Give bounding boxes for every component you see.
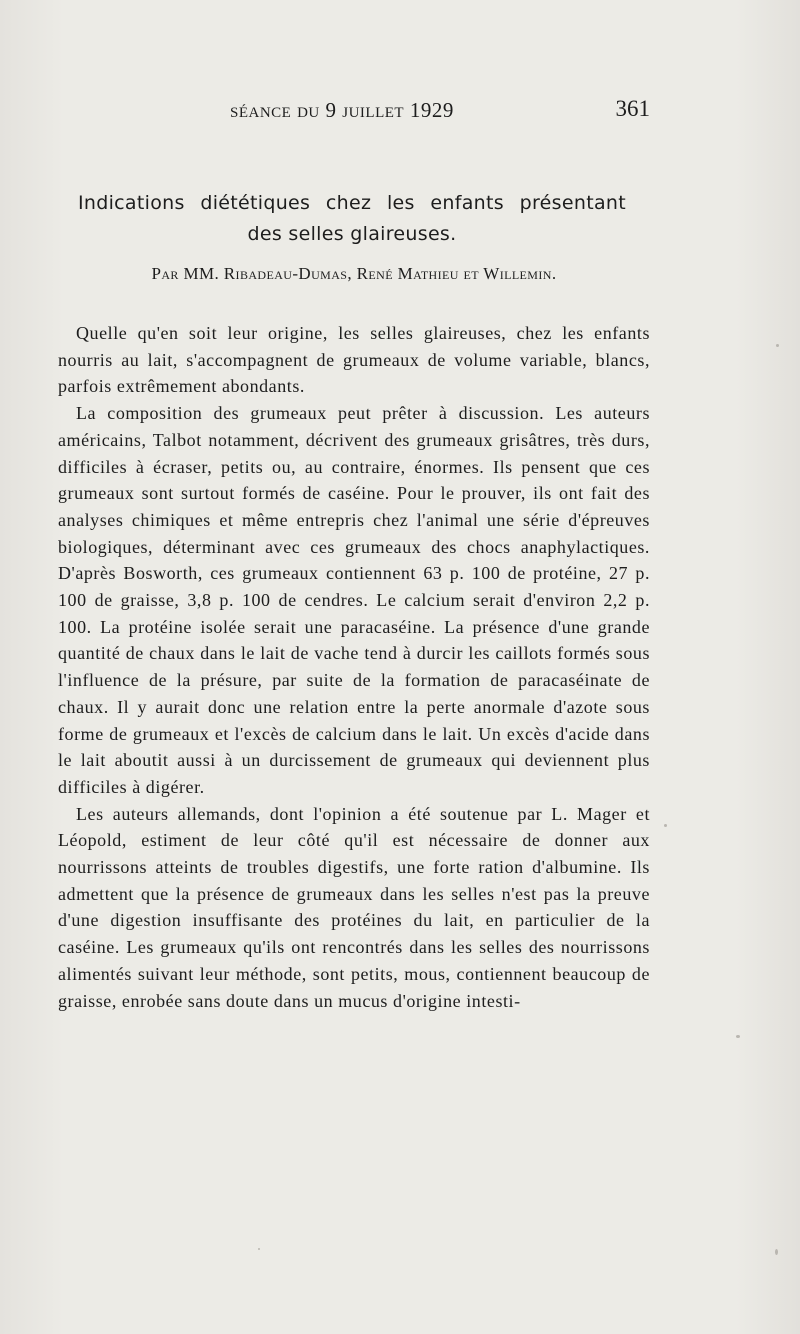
paper-speck [736,1035,740,1038]
body-text [58,320,650,1014]
paper-speck [664,824,667,827]
paper-speck [776,344,779,347]
running-head [230,92,650,128]
paragraph: Quelle qu'en soit leur origine, les selles glaireuses, chez les enfants nourris au lait, s'accompagnent de grumeaux de volume variable, blancs, parfois extrêmement abondants. [58,323,650,397]
paper-speck [258,1248,260,1250]
article-title-line-2: des selles glaireuses. [247,223,457,245]
page-number: 361 [615,96,650,121]
article-title [78,188,626,250]
paragraph: Les auteurs allemands, dont l'opinion a été soutenue par L. Mager et Léopold, estiment de leur côté qu'il est nécessaire de donner aux nourrissons atteints de troubles digestifs, une forte ration d'albumine. Ils admettent que la présence de grumeaux dans les selles n'est pas la preuve d'une digestion insuffisante des protéines du lait, en particulier de la caséine. Les grumeaux qu'ils ont rencontrés dans les selles des nourrissons alimentés suivant leur méthode, sont petits, mous, contiennent beaucoup de graisse, enrobée sans doute dans un mucus d'origine intesti- [58,803,650,1011]
paper-speck [775,1249,778,1255]
byline: Par MM. Ribadeau-Dumas, René Mathieu et Willemin. [151,264,557,283]
running-title: séance du 9 juillet 1929 [230,98,454,122]
paragraph: La composition des grumeaux peut prêter à discussion. Les auteurs américains, Talbot notamment, décrivent des grumeaux grisâtres, très durs, difficiles à écraser, petits ou, au contraire, énormes. Ils pensent que ces grumeaux sont surtout formés de caséine. Pour le prouver, ils ont fait des analyses chimiques et même entrepris chez l'animal une série d'épreuves biologiques, déterminant avec ces grumeaux des chocs anaphylactiques. D'après Bosworth, ces grumeaux contiennent 63 p. 100 de protéine, 27 p. 100 de graisse, 3,8 p. 100 de cendres. Le calcium serait d'environ 2,2 p. 100. La protéine isolée serait une paracaséine. La présence d'une grande quantité de chaux dans le lait de vache tend à durcir les caillots formés sous l'influence de la présure, par suite de la formation de paracaséinate de chaux. Il y aurait donc une relation entre la perte anormale d'azote sous forme de grumeaux et l'excès de calcium dans le lait. Un excès d'acide dans le lait aboutit aussi à un durcissement de grumeaux qui deviennent plus difficiles à digérer. [58,403,650,797]
article-title-line-1: Indications diététiques chez les enfants présentant [78,192,626,214]
